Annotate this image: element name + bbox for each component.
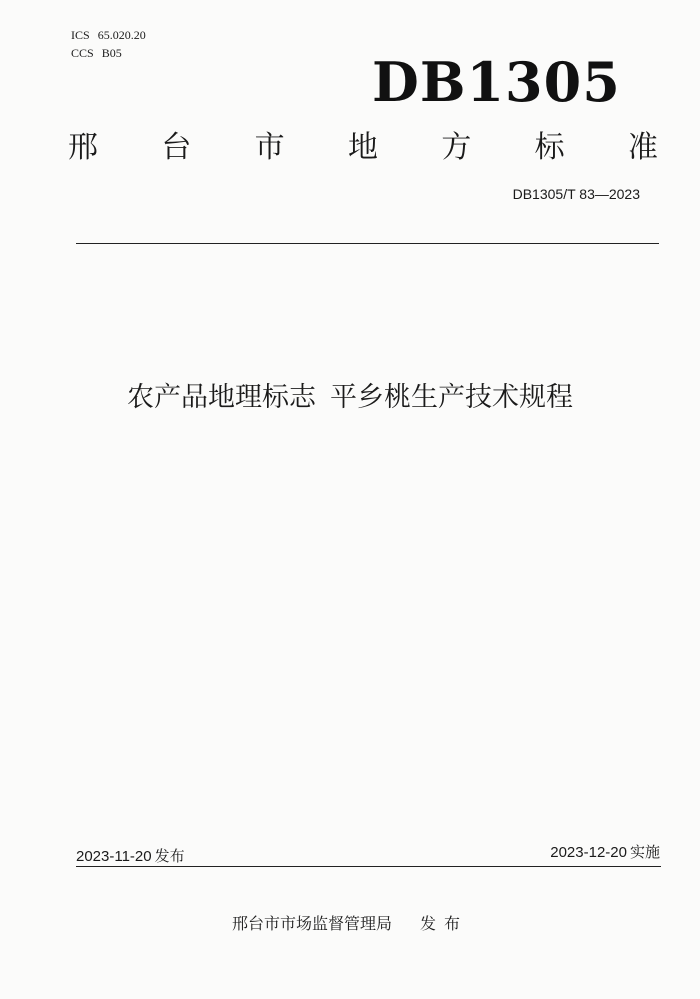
standard-title-char: 邢 (68, 130, 98, 165)
standard-title-char: 准 (627, 130, 658, 165)
standard-title-char: 市 (254, 130, 285, 165)
implement-date-label: 实施 (629, 843, 660, 861)
standard-title-char: 台 (161, 130, 192, 165)
standard-title-char: 地 (347, 130, 378, 165)
ccs-line (71, 45, 122, 61)
top-divider (76, 243, 659, 244)
implement-date-value: 2023-12-20 (550, 844, 627, 861)
issue-date-value: 2023-11-20 (76, 848, 152, 865)
bottom-divider (76, 866, 661, 867)
issue-date-label: 发布 (154, 847, 185, 865)
document-title-part1: 农产品地理标志 (127, 382, 316, 413)
ccs-label: CCS (71, 46, 94, 60)
issuer-action: 发布 (420, 914, 469, 933)
ics-label: ICS (71, 28, 90, 42)
document-title (0, 380, 700, 416)
db-logo: DB1305 (372, 50, 621, 114)
ics-code: 65.020.20 (97, 28, 146, 42)
implement-date (550, 842, 660, 863)
issuer-name: 邢台市市场监督管理局 (231, 914, 392, 933)
ccs-code: B05 (101, 46, 122, 60)
document-title-part2: 平乡桃生产技术规程 (330, 382, 573, 413)
standard-title-char: 方 (441, 130, 472, 165)
standard-category-title (68, 128, 658, 168)
issuer (0, 913, 700, 935)
standard-number: DB1305/T 83—2023 (512, 186, 640, 202)
ics-line (71, 27, 146, 43)
standard-title-char: 标 (534, 130, 565, 165)
issue-date (76, 846, 185, 867)
